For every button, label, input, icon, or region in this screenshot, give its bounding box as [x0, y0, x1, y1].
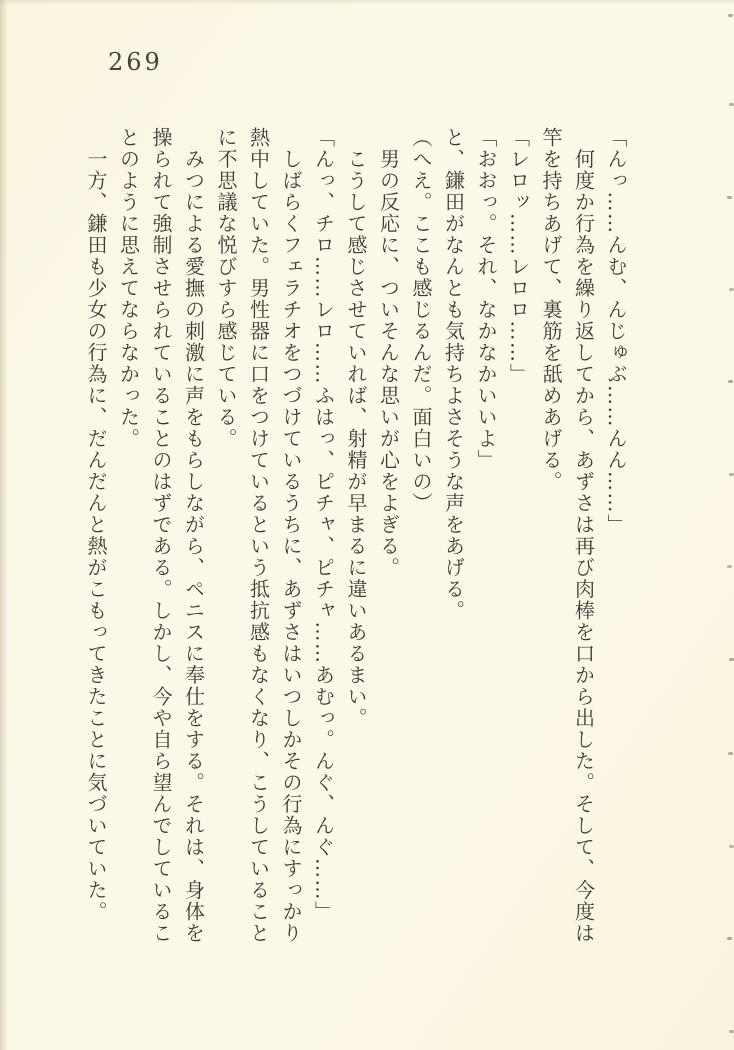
paragraph: 「んっ……んむ、んじゅぶ……んん……」: [604, 127, 628, 536]
paragraph: と、鎌田がなんとも気持ちよさそうな声をあげる。: [441, 127, 466, 622]
page-left-edge-shadow: [0, 0, 8, 1050]
paragraph: みつによる愛撫の刺激に声をもらしながら、ペニスに奉仕をする。それは、身体を操られて強制させられていることのはずである。しかし、今や自ら望んでしていることのように思えてならなかった。: [116, 127, 206, 944]
paragraph: 男の反応に、ついそんな思いが心をよぎる。: [376, 127, 401, 579]
paragraph: （へえ。ここも感じるんだ。面白いの）: [409, 127, 433, 514]
paragraph: 一方、鎌田も少女の行為に、だんだんと熱がこもってきたことに気づいていた。: [84, 127, 108, 923]
paragraph: 「レロッ……レロロ……」: [506, 127, 531, 385]
binding-specks: [0, 0, 5, 3]
page-top-edge-shadow: [0, 0, 734, 5]
paragraph: 何度か行為を繰り返してから、あずさは再び肉棒を口から出した。そして、今度は竿を持ちあげて、裏筋を舐めあげる。: [539, 127, 596, 944]
paragraph: こうして感じさせていれば、射精が早まるに違いあるまい。: [344, 127, 368, 729]
page-number: 269: [108, 48, 163, 76]
page-text-block: [80, 127, 633, 947]
paragraph: 「んっ、チロ……レロ……ふはっ、ピチャ、ピチャ……あむっ。んぐ、んぐ……」: [311, 127, 336, 923]
paragraph: しばらくフェラチオをつづけているうちに、あずさはいつしかその行為にすっかり熱中していた。男性器に口をつけているという抵抗感もなくなり、こうしていることに不思議な悦びすら感じている。: [214, 127, 303, 944]
paragraph: 「おおっ。それ、なかなかいいよ」: [474, 127, 498, 471]
